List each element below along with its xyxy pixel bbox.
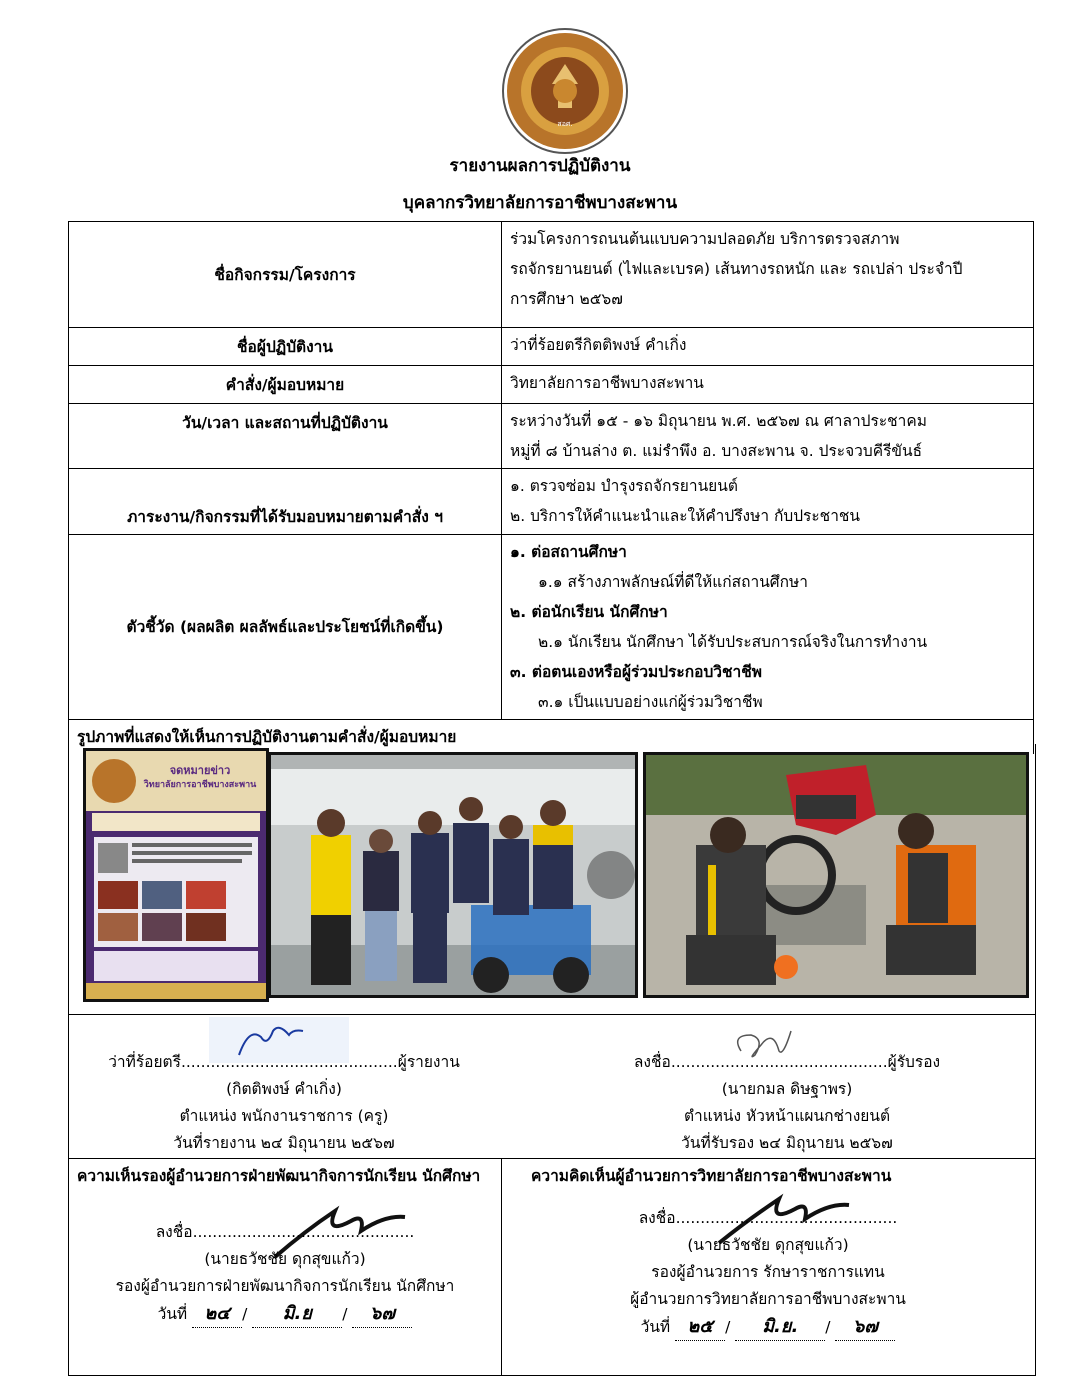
report-table xyxy=(68,221,1034,754)
photo-strip xyxy=(68,744,1036,1014)
left-opinion-name: (นายธวัชชัย ดุกสุขแก้ว) xyxy=(204,1250,366,1268)
reporter-position: ตำแหน่ง พนักงานราชการ (ครู) xyxy=(179,1107,389,1125)
right-opinion-date: วันที่ ๒๕ / มิ.ย. / ๖๗ xyxy=(501,1313,1035,1341)
left-opinion-heading: ความเห็นรองผู้อำนวยการฝ่ายพัฒนากิจการนักเรียน นักศึกษา xyxy=(77,1167,481,1185)
page-subtitle: บุคลากรวิทยาลัยการอาชีพบางสะพาน xyxy=(402,193,678,213)
row-order xyxy=(69,366,1034,404)
activity-line-1: ร่วมโครงการถนนต้นแบบความปลอดภัย บริการตรวจสภาพ xyxy=(510,230,900,248)
task-1: ๑. ตรวจซ่อม บำรุงรถจักรยานยนต์ xyxy=(510,477,738,495)
motorcycle-repair-photo xyxy=(643,752,1029,998)
row-indicators xyxy=(69,535,1034,720)
group-photo-icon xyxy=(271,755,635,995)
datetime-line-2: หมู่ที่ ๘ บ้านล่าง ต. แม่รำพึง อ. บางสะพาน จ. ประจวบคีรีขันธ์ xyxy=(510,442,923,460)
indicator-heading-1: ๑. ต่อสถานศึกษา xyxy=(510,543,627,561)
motorcycle-repair-photo-icon xyxy=(646,755,1026,995)
row-tasks xyxy=(69,469,1034,535)
activity-line-2: รถจักรยานยนต์ (ไฟและเบรค) เส้นทางรถหนัก และ รถเปล่า ประจำปี xyxy=(510,260,963,278)
svg-text:สอศ.: สอศ. xyxy=(557,120,573,128)
tasks-value xyxy=(502,469,1034,535)
group-photo xyxy=(268,752,638,998)
row-activity xyxy=(69,222,1034,328)
right-sign-line: ลงชื่อ............................................. xyxy=(638,1209,898,1227)
indicators-label: ตัวชี้วัด (ผลผลิต ผลลัพธ์และประโยชน์ที่เกิดขึ้น) xyxy=(69,535,502,720)
indicator-item-3: ๓.๑ เป็นแบบอย่างแก่ผู้ร่วมวิชาชีพ xyxy=(538,693,763,711)
college-seal-logo xyxy=(500,26,630,156)
row-datetime xyxy=(69,404,1034,469)
activity-label: ชื่อกิจกรรม/โครงการ xyxy=(69,222,502,328)
page-title: รายงานผลการปฏิบัติงาน xyxy=(449,156,631,176)
indicator-heading-3: ๓. ต่อตนเองหรือผู้ร่วมประกอบวิชาชีพ xyxy=(510,663,762,681)
photos-label: รูปภาพที่แสดงให้เห็นการปฏิบัติงานตามคำสั่ง/ผู้มอบหมาย xyxy=(69,720,1034,755)
right-opinion-heading: ความคิดเห็นผู้อำนวยการวิทยาลัยการอาชีพบางสะพาน xyxy=(531,1167,892,1185)
right-opinion-position: รองผู้อำนวยการ รักษาราชการแทน xyxy=(651,1263,885,1281)
approver-signature-block xyxy=(569,1049,1005,1157)
right-opinion-name: (นายธวัชชัย ดุกสุขแก้ว) xyxy=(687,1236,849,1254)
performer-value: ว่าที่ร้อยตรีกิตติพงษ์ คำเกิ่ง xyxy=(502,328,1034,366)
right-opinion-position-2: ผู้อำนวยการวิทยาลัยการอาชีพบางสะพาน xyxy=(630,1290,906,1308)
poster-subtitle: วิทยาลัยการอาชีพบางสะพาน xyxy=(143,780,257,790)
signature-section xyxy=(68,1014,1036,1159)
left-opinion-position: รองผู้อำนวยการฝ่ายพัฒนากิจการนักเรียน นักศึกษา xyxy=(115,1277,455,1295)
poster-title: จดหมายข่าว xyxy=(169,764,231,777)
approver-position: ตำแหน่ง หัวหน้าแผนกช่างยนต์ xyxy=(683,1107,891,1125)
left-sign-line: ลงชื่อ............................................. xyxy=(155,1223,415,1241)
left-opinion-date: วันที่ ๒๔ / มิ.ย / ๖๗ xyxy=(69,1300,501,1328)
order-value: วิทยาลัยการอาชีพบางสะพาน xyxy=(502,366,1034,404)
indicator-item-2: ๒.๑ นักเรียน นักศึกษา ได้รับประสบการณ์จริงในการทำงาน xyxy=(538,633,928,651)
activity-value xyxy=(502,222,1034,328)
approver-date: วันที่รับรอง ๒๔ มิถุนายน ๒๕๖๗ xyxy=(681,1134,893,1152)
indicator-heading-2: ๒. ต่อนักเรียน นักศึกษา xyxy=(510,603,668,621)
indicators-value xyxy=(502,535,1034,720)
approver-sign-line: ลงชื่อ............................................ผู้รับรอง xyxy=(633,1053,941,1071)
performer-label: ชื่อผู้ปฏิบัติงาน xyxy=(69,328,502,366)
approver-name: (นายกมล ดิษฐาพร) xyxy=(721,1080,853,1098)
datetime-value xyxy=(502,404,1034,469)
college-seal-icon xyxy=(500,26,630,156)
left-opinion-block xyxy=(69,1219,501,1328)
right-opinion-block xyxy=(501,1205,1035,1341)
indicator-item-1: ๑.๑ สร้างภาพลักษณ์ที่ดีให้แก่สถานศึกษา xyxy=(538,573,808,591)
task-2: ๒. บริการให้คำแนะนำและให้คำปรึงษา กับประชาชน xyxy=(510,507,861,525)
reporter-signature-block xyxy=(69,1049,499,1157)
activity-line-3: การศึกษา ๒๕๖๗ xyxy=(510,290,623,308)
reporter-name: (กิตติพงษ์ คำเกิ่ง) xyxy=(226,1080,342,1098)
reporter-sign-line: ว่าที่ร้อยตรี............................................ผู้รายงาน xyxy=(108,1053,460,1071)
opinion-section xyxy=(68,1158,1036,1376)
order-label: คำสั่ง/ผู้มอบหมาย xyxy=(69,366,502,404)
tasks-label: ภาระงาน/กิจกรรมที่ได้รับมอบหมายตามคำสั่ง ฯ xyxy=(69,469,502,535)
datetime-label: วัน/เวลา และสถานที่ปฏิบัติงาน xyxy=(69,404,502,469)
datetime-line-1: ระหว่างวันที่ ๑๕ - ๑๖ มิถุนายน พ.ศ. ๒๕๖๗ ณ ศาลาประชาคม xyxy=(510,412,927,430)
reporter-date: วันที่รายงาน ๒๔ มิถุนายน ๒๕๖๗ xyxy=(173,1134,395,1152)
newsletter-poster-photo xyxy=(83,748,269,1002)
row-performer xyxy=(69,328,1034,366)
